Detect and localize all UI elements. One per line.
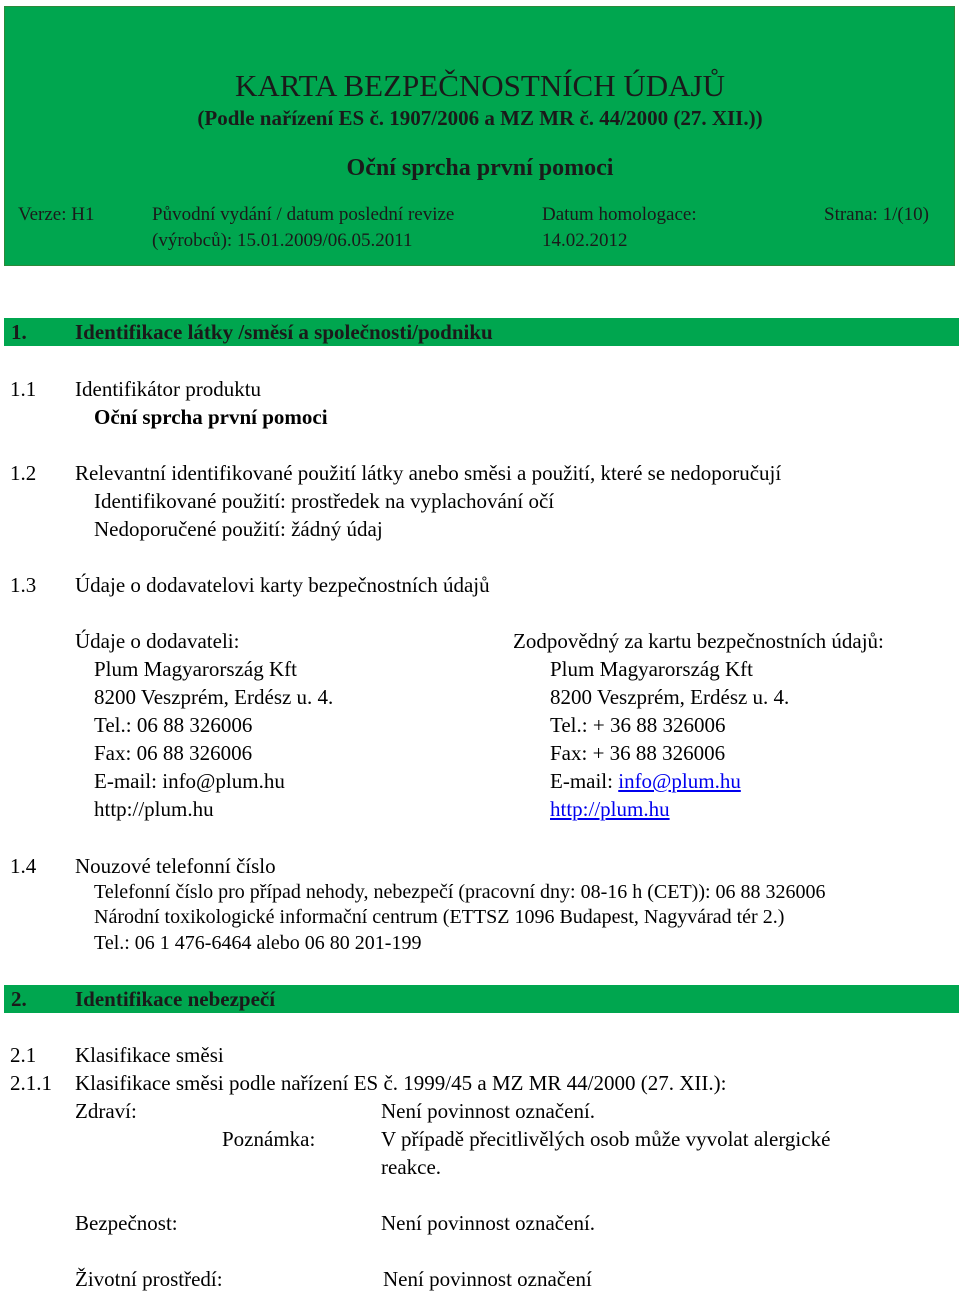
toxicology-centre-line: Národní toxikologické informační centrum (ETTSZ 1096 Budapest, Nagyvárad tér 2.): [94, 906, 785, 928]
safety-label: Bezpečnost:: [75, 1211, 178, 1235]
safety-value: Není povinnost označení.: [381, 1211, 596, 1235]
section-1-number: 1.: [11, 320, 27, 344]
responsible-heading: Zodpovědný za kartu bezpečnostních údajů:: [513, 629, 884, 653]
responsible-web-link[interactable]: http://plum.hu: [550, 797, 670, 821]
section-1-title: Identifikace látky /směsí a společnosti/podniku: [75, 320, 493, 344]
header-product-name: Oční sprcha první pomoci: [346, 155, 614, 181]
responsible-tel: Tel.: + 36 88 326006: [550, 713, 726, 737]
subsection-1-3-title: Údaje o dodavatelovi karty bezpečnostních údajů: [75, 573, 490, 597]
supplier-name: Plum Magyarország Kft: [94, 657, 297, 681]
responsible-fax: Fax: + 36 88 326006: [550, 741, 726, 765]
supplier-fax: Fax: 06 88 326006: [94, 741, 253, 765]
subsection-1-2-title: Relevantní identifikované použití látky anebo směsi a použití, které se nedoporučují: [75, 461, 782, 485]
homologation-label: Datum homologace:: [542, 204, 697, 225]
document-subtitle: (Podle nařízení ES č. 1907/2006 a MZ MR č. 44/2000 (27. XII.)): [197, 106, 763, 130]
subsection-2-1-1-number: 2.1.1: [10, 1071, 52, 1095]
section-2-header: [4, 985, 959, 1013]
identified-use: Identifikované použití: prostředek na vyplachování očí: [94, 489, 555, 513]
subsection-2-1-1-title: Klasifikace směsi podle nařízení ES č. 1999/45 a MZ MR 44/2000 (27. XII.):: [75, 1071, 727, 1095]
original-issue-dates: (výrobců): 15.01.2009/06.05.2011: [152, 230, 413, 251]
subsection-2-1-title: Klasifikace směsi: [75, 1043, 224, 1067]
toxicology-phone-line: Tel.: 06 1 476-6464 alebo 06 80 201-199: [94, 932, 422, 954]
responsible-email-row: [550, 769, 741, 794]
section-1-header: [4, 318, 959, 346]
version: Verze: H1: [18, 204, 95, 225]
subsection-2-1-number: 2.1: [10, 1043, 37, 1067]
responsible-name: Plum Magyarország Kft: [550, 657, 753, 681]
page-number: Strana: 1/(10): [824, 204, 930, 225]
subsection-1-2-number: 1.2: [10, 461, 37, 485]
document-header: [4, 6, 955, 266]
environment-label: Životní prostředí:: [75, 1267, 223, 1291]
responsible-email-label: E-mail:: [550, 769, 619, 793]
note-text: V případě přecitlivělých osob může vyvolat alergické: [381, 1127, 831, 1151]
subsection-1-4-title: Nouzové telefonní číslo: [75, 854, 276, 878]
health-value: Není povinnost označení.: [381, 1099, 596, 1123]
original-issue: Původní vydání / datum poslední revize: [152, 204, 455, 225]
health-label: Zdraví:: [75, 1099, 137, 1123]
supplier-tel: Tel.: 06 88 326006: [94, 713, 253, 737]
product-identifier: Oční sprcha první pomoci: [94, 405, 328, 429]
subsection-1-1-number: 1.1: [10, 377, 37, 401]
supplier-heading: Údaje o dodavateli:: [75, 629, 240, 653]
subsection-1-3-number: 1.3: [10, 573, 37, 597]
homologation-date: 14.02.2012: [542, 230, 628, 251]
note-text-continued: reakce.: [381, 1155, 442, 1179]
supplier-address: 8200 Veszprém, Erdész u. 4.: [94, 685, 334, 709]
environment-value: Není povinnost označení: [383, 1267, 592, 1291]
document-title: KARTA BEZPEČNOSTNÍCH ÚDAJŮ: [235, 68, 725, 103]
section-2-number: 2.: [11, 987, 27, 1011]
supplier-email: E-mail: info@plum.hu: [94, 769, 285, 793]
responsible-address: 8200 Veszprém, Erdész u. 4.: [550, 685, 790, 709]
not-recommended-use: Nedoporučené použití: žádný údaj: [94, 517, 383, 541]
note-label: Poznámka:: [222, 1127, 316, 1151]
emergency-phone-line: Telefonní číslo pro případ nehody, nebezpečí (pracovní dny: 08-16 h (CET)): 06 88 326006: [94, 881, 826, 903]
subsection-1-1-title: Identifikátor produktu: [75, 377, 262, 401]
section-2-title: Identifikace nebezpečí: [75, 987, 276, 1011]
responsible-email-link[interactable]: info@plum.hu: [618, 769, 741, 793]
subsection-1-4-number: 1.4: [10, 854, 37, 878]
supplier-web: http://plum.hu: [94, 797, 214, 821]
